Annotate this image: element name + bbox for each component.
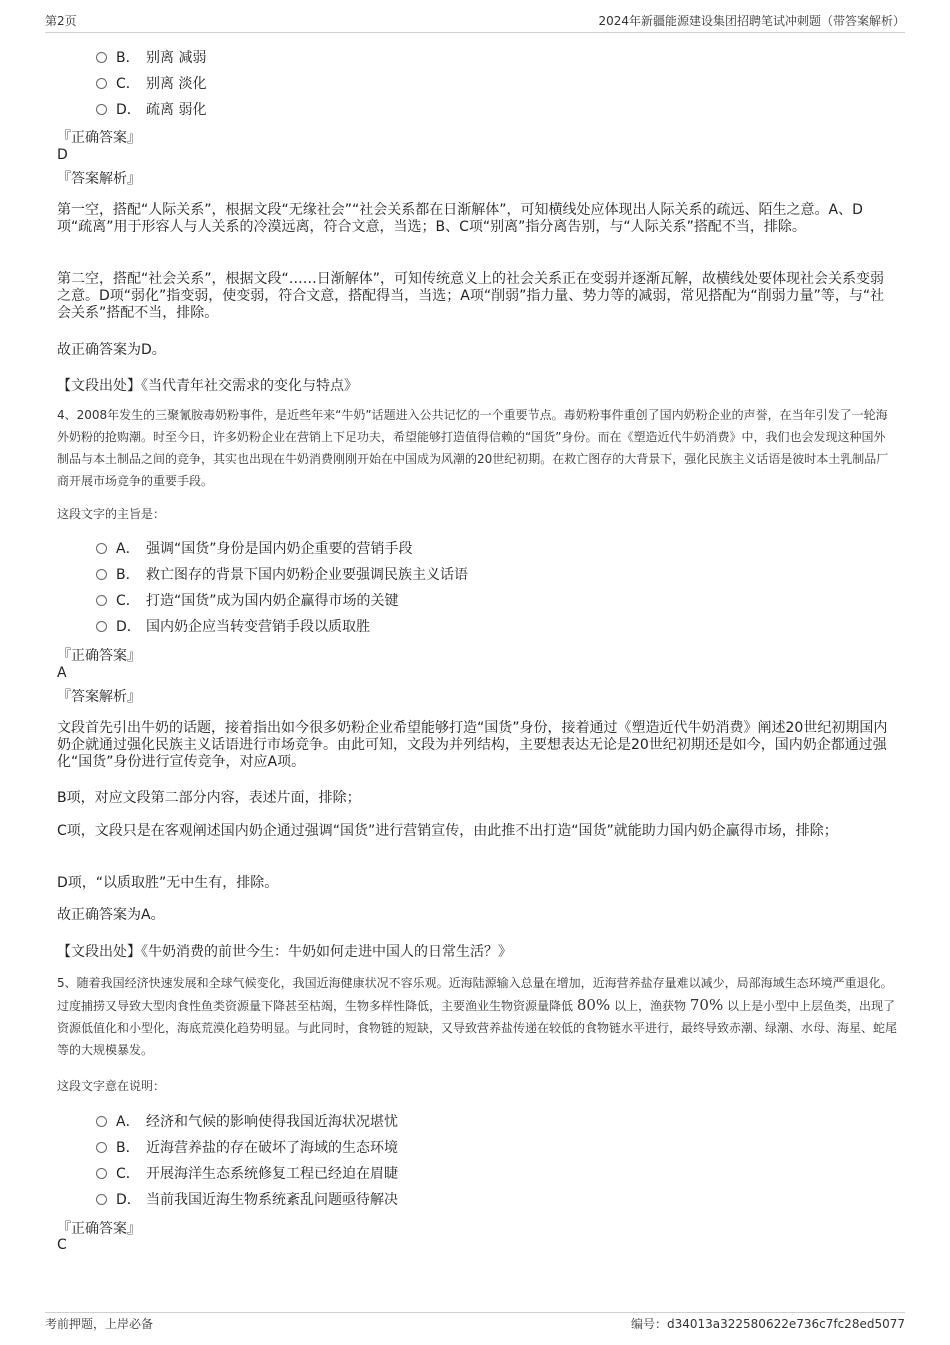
question-stem: 4、2008年发生的三聚氰胺毒奶粉事件，是近些年来“牛奶”话题进入公共记忆的一个重要节点。毒奶粉事件重创了国内奶粉企业的声誉，在当年引发了一轮海外奶粉的抢购潮。时至今日，许多奶粉企业在营销上下足功夫，希望能够打造值得信赖的“国货”身份。而在《塑造近代牛奶消费》中，我们也会发现这种国外制品与本土制品之间的竞争，其实也出现在牛奶消费刚刚开始在中国成为风潮的20世纪初期。在救亡图存的大背景下，强化民族主义话语是彼时本土乳制品厂商开展市场竞争的重要手段。 [57,408,889,488]
document-title: 2024年新疆能源建设集团招聘笔试冲刺题（带答案解析） [598,14,905,28]
analysis-paragraph: D项，“以质取胜”无中生有，排除。 [57,875,279,891]
radio-icon[interactable] [96,104,107,115]
analysis-paragraph: C项，文段只是在客观阐述国内奶企通过强调“国货”进行营销宣传，由此推不出打造“国货”就能助力国内奶企赢得市场，排除； [57,823,838,839]
correct-answer: D [57,147,68,163]
radio-icon[interactable] [96,1168,107,1179]
option-c[interactable]: C． 打造“国货”成为国内奶企赢得市场的关键 [96,590,399,612]
option-c[interactable]: C． 开展海洋生态系统修复工程已经迫在眉睫 [96,1163,398,1185]
footer-slogan: 考前押题，上岸必备 [45,1317,154,1331]
correct-answer: C [57,1237,67,1253]
percent-value: 80% [576,996,611,1014]
question-prompt: 这段文字意在说明： [57,1079,166,1093]
option-d[interactable]: D． 当前我国近海生物系统紊乱问题亟待解决 [96,1189,398,1211]
radio-icon[interactable] [96,543,107,554]
analysis-label: 『答案解析』 [57,171,141,187]
radio-icon[interactable] [96,621,107,632]
analysis-paragraph: 文段首先引出牛奶的话题，接着指出如今很多奶粉企业希望能够打造“国货”身份，接着通过《塑造近代牛奶消费》阐述20世纪初期国内奶企就通过强化民族主义话语进行市场竞争。由此可知，文段为并列结构，主要想表达无论是20世纪初期还是如今，国内奶企都通过强化“国货”身份进行宣传竞争，对应A项。 [57,720,888,770]
option-c[interactable]: C． 别离 淡化 [96,73,206,95]
option-a[interactable]: A． 经济和气候的影响使得我国近海状况堪忧 [96,1111,398,1133]
radio-icon[interactable] [96,1194,107,1205]
page-number: 第2页 [45,14,77,28]
option-a[interactable]: A． 强调“国货”身份是国内奶企重要的营销手段 [96,538,413,560]
correct-answer-label: 『正确答案』 [57,1221,141,1237]
analysis-label: 『答案解析』 [57,689,141,705]
radio-icon[interactable] [96,78,107,89]
option-b[interactable]: B． 近海营养盐的存在破坏了海域的生态环境 [96,1137,398,1159]
passage-source: 【文段出处】《牛奶消费的前世今生：牛奶如何走进中国人的日常生活？》 [57,944,512,960]
analysis-paragraph: 第二空，搭配“社会关系”，根据文段“……日渐解体”，可知传统意义上的社会关系正在变弱并逐渐瓦解，故横线处要体现社会关系变弱之意。D项“弱化”指变弱，使变弱，符合文意，搭配得当，当选；A项“削弱”指力量、势力等的减弱，常见搭配为“削弱力量”等，与“社会关系”搭配不当，排除。 [57,271,885,321]
radio-icon[interactable] [96,1142,107,1153]
page-footer [45,1312,905,1343]
radio-icon[interactable] [96,1116,107,1127]
page-header [45,10,905,33]
analysis-conclusion: 故正确答案为A。 [57,907,165,923]
radio-icon[interactable] [96,52,107,63]
option-d[interactable]: D． 国内奶企应当转变营销手段以质取胜 [96,616,370,638]
radio-icon[interactable] [96,595,107,606]
document-code: 编号：d34013a322580622e736c7fc28ed5077 [630,1317,905,1331]
analysis-paragraph: B项，对应文段第二部分内容，表述片面，排除； [57,790,361,806]
question-prompt: 这段文字的主旨是： [57,507,166,521]
percent-value: 70% [689,996,724,1014]
analysis-conclusion: 故正确答案为D。 [57,342,166,358]
option-b[interactable]: B． 救亡图存的背景下国内奶粉企业要强调民族主义话语 [96,564,468,586]
correct-answer: A [57,665,67,681]
question-stem: 5、随着我国经济快速发展和全球气候变化，我国近海健康状况不容乐观。近海陆源输入总量在增加，近海营养盐存量难以减少，局部海域生态环境严重退化。过度捕捞又导致大型肉食性鱼类资源量下降甚至枯竭，生物多样性降低，主要渔业生物资源量降低 80% 以上，渔获物 70% 以上是小型中上层鱼类，出现了资源低值化和小型化，海底荒漠化趋势明显。与此同时，食物链的短缺，又导致营养盐传递在较低的食物链水平进行，最终导致赤潮、绿潮、水母、海星、蛇尾等的大规模暴发。 [57,976,898,1057]
radio-icon[interactable] [96,569,107,580]
correct-answer-label: 『正确答案』 [57,648,141,664]
passage-source: 【文段出处】《当代青年社交需求的变化与特点》 [57,378,358,394]
correct-answer-label: 『正确答案』 [57,130,141,146]
option-d[interactable]: D． 疏离 弱化 [96,99,206,121]
analysis-paragraph: 第一空，搭配“人际关系”，根据文段“无缘社会”“社会关系都在日渐解体”，可知横线处应体现出人际关系的疏远、陌生之意。A、D项“疏离”用于形容人与人关系的冷漠远离，符合文意，当选；B、C项“别离”指分离告别，与“人际关系”搭配不当，排除。 [57,202,863,235]
option-b[interactable]: B． 别离 减弱 [96,47,206,69]
